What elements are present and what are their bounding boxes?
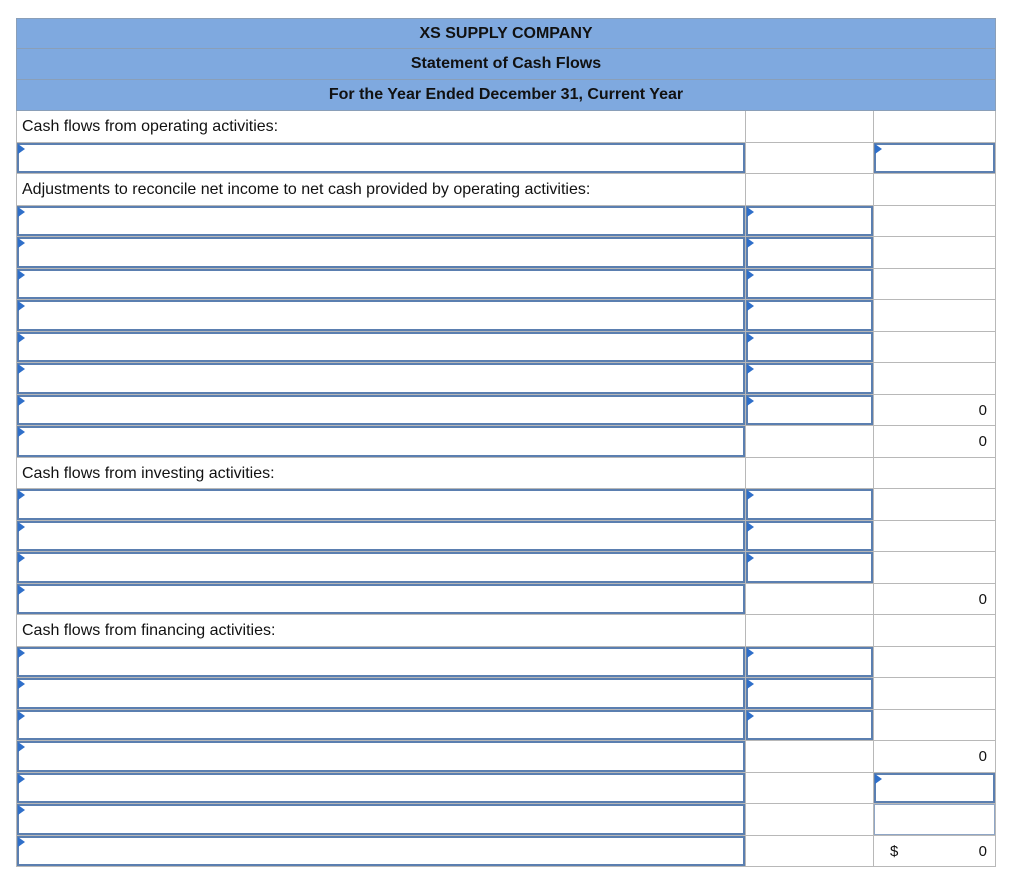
net-change-amount-input[interactable] — [874, 773, 995, 804]
company-name: XS SUPPLY COMPANY — [16, 18, 996, 49]
financing-net-label-input[interactable] — [17, 741, 745, 772]
financing-row — [16, 647, 996, 679]
statement-title: Statement of Cash Flows — [16, 49, 996, 80]
operating-heading-row — [16, 111, 996, 143]
adjustment-label-input[interactable] — [17, 237, 745, 268]
operating-net-label-input[interactable] — [17, 426, 745, 457]
cash-flow-worksheet — [16, 18, 996, 867]
net-income-row — [16, 143, 996, 175]
adjustment-row — [16, 206, 996, 238]
operating-net-row — [16, 426, 996, 458]
adjustment-amount-input[interactable] — [746, 237, 873, 268]
investing-row — [16, 521, 996, 553]
operating-heading: Cash flows from operating activities: — [22, 118, 279, 135]
ending-cash-total: 0 — [978, 842, 987, 860]
adjustment-row — [16, 363, 996, 395]
investing-heading-row — [16, 458, 996, 490]
adjustment-label-input[interactable] — [17, 269, 745, 300]
summary-row — [16, 804, 996, 836]
investing-label-input[interactable] — [17, 489, 745, 520]
operating-net-total: 0 — [978, 433, 987, 450]
investing-row — [16, 489, 996, 521]
currency-symbol: $ — [890, 842, 899, 860]
adjustment-row — [16, 237, 996, 269]
investing-label-input[interactable] — [17, 552, 745, 583]
financing-label-input[interactable] — [17, 678, 745, 709]
adjustment-row — [16, 300, 996, 332]
ending-cash-label-input[interactable] — [17, 836, 745, 867]
net-income-label-input[interactable] — [17, 143, 745, 174]
investing-net-total: 0 — [978, 590, 987, 608]
adjustment-amount-input[interactable] — [746, 332, 873, 363]
adjustment-amount-input[interactable] — [746, 363, 873, 394]
financing-label-input[interactable] — [17, 710, 745, 741]
adjustments-total: 0 — [978, 401, 987, 419]
net-income-amount-input[interactable] — [874, 143, 995, 174]
financing-heading: Cash flows from financing activities: — [22, 622, 276, 639]
financing-amount-input[interactable] — [746, 710, 873, 741]
investing-amount-input[interactable] — [746, 489, 873, 520]
adjustment-amount-input[interactable] — [746, 206, 873, 237]
adjustment-label-input[interactable] — [17, 206, 745, 237]
adjustment-label-input[interactable] — [17, 332, 745, 363]
adjustments-heading-row — [16, 174, 996, 206]
financing-net-row — [16, 741, 996, 773]
investing-amount-input[interactable] — [746, 552, 873, 583]
financing-net-total: 0 — [978, 748, 987, 765]
adjustment-amount-input[interactable] — [746, 395, 873, 426]
investing-net-row — [16, 584, 996, 616]
financing-label-input[interactable] — [17, 647, 745, 678]
adjustment-row — [16, 395, 996, 427]
financing-heading-row — [16, 615, 996, 647]
beginning-cash-label-input[interactable] — [17, 804, 745, 835]
ending-cash-row — [16, 836, 996, 868]
adjustment-row — [16, 332, 996, 364]
investing-label-input[interactable] — [17, 521, 745, 552]
summary-row — [16, 773, 996, 805]
investing-row — [16, 552, 996, 584]
financing-amount-input[interactable] — [746, 647, 873, 678]
adjustment-label-input[interactable] — [17, 363, 745, 394]
investing-heading: Cash flows from investing activities: — [22, 464, 275, 482]
financing-amount-input[interactable] — [746, 678, 873, 709]
financing-row — [16, 678, 996, 710]
financing-row — [16, 710, 996, 742]
adjustment-label-input[interactable] — [17, 395, 745, 426]
statement-period: For the Year Ended December 31, Current Year — [16, 80, 996, 111]
adjustment-label-input[interactable] — [17, 300, 745, 331]
investing-amount-input[interactable] — [746, 521, 873, 552]
beginning-cash-amount-input[interactable] — [874, 804, 995, 835]
adjustments-heading: Adjustments to reconcile net income to net cash provided by operating activities: — [22, 181, 591, 198]
adjustment-row — [16, 269, 996, 301]
investing-net-label-input[interactable] — [17, 584, 745, 615]
adjustment-amount-input[interactable] — [746, 269, 873, 300]
net-change-label-input[interactable] — [17, 773, 745, 804]
adjustment-amount-input[interactable] — [746, 300, 873, 331]
